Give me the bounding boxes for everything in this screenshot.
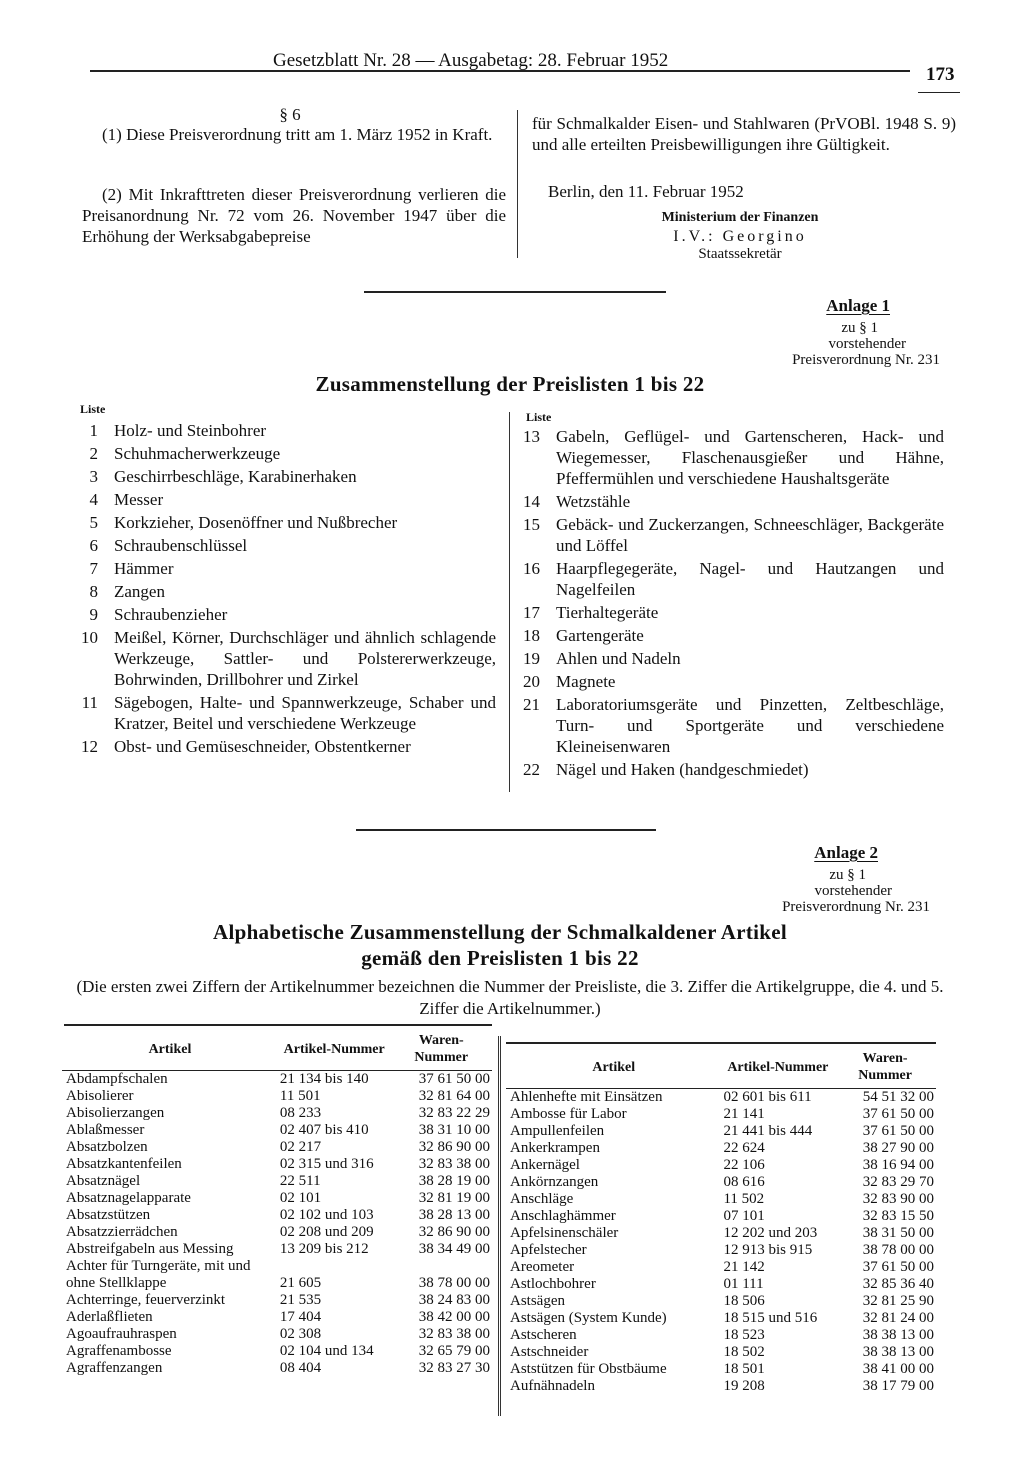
waren-nummer-cell: 37 61 50 00 [862, 1259, 934, 1275]
waren-nummer-cell: 38 41 00 00 [862, 1361, 934, 1377]
artikel-nummer-cell: 02 308 [279, 1326, 322, 1342]
artikel-cell: Anschlaghämmer [510, 1208, 616, 1224]
preisliste-number: 13 [523, 427, 540, 446]
waren-nummer-cell: 54 51 32 00 [862, 1089, 934, 1105]
preisliste-text: Hämmer [114, 559, 174, 578]
artikel-cell: Aufnähnadeln [510, 1378, 595, 1394]
preisliste-item [74, 420, 496, 441]
table-row [62, 1173, 492, 1190]
preisliste-text: Messer [114, 490, 164, 509]
section-para-2: (2) Mit Inkrafttreten dieser Preisverordnung verlieren die Preisanordnung Nr. 72 vom 26. November 1947 über die Erhöhung der Werksabgabepreise [82, 185, 506, 246]
waren-nummer-cell: 38 24 83 00 [418, 1292, 490, 1308]
table-row [506, 1157, 936, 1174]
ministry: Ministerium der Finanzen [661, 210, 819, 225]
artikel-nummer-cell: 11 501 [279, 1088, 321, 1104]
anlage1-ref2: vorstehender [828, 336, 906, 352]
artikel-cell: Ampullenfeilen [510, 1123, 605, 1139]
waren-nummer-cell: 38 78 00 00 [862, 1242, 934, 1258]
table-row [506, 1225, 936, 1242]
table-row [62, 1241, 492, 1258]
liste-label-right: Liste [526, 410, 552, 424]
preisliste-item [74, 512, 496, 533]
waren-nummer-cell: 32 85 36 40 [862, 1276, 934, 1292]
artikel-table-right [506, 1046, 936, 1395]
artikel-nummer-cell: 02 101 [279, 1190, 322, 1206]
preisliste-item [74, 604, 496, 625]
artikel-cell: Agoaufrauhraspen [66, 1326, 177, 1342]
section-para-1: (1) Diese Preisverordnung tritt am 1. März 1952 in Kraft. [102, 125, 493, 144]
table-row [506, 1276, 936, 1293]
waren-nummer-cell: 37 61 50 00 [862, 1123, 934, 1139]
preisliste-item [74, 443, 496, 464]
artikel-cell: Ablaßmesser [66, 1122, 145, 1138]
table-row [506, 1242, 936, 1259]
preisliste-item [74, 535, 496, 556]
anlage2-ref1: zu § 1 [829, 867, 866, 883]
artikel-cell: Absatzkantenfeilen [66, 1156, 182, 1172]
table-row [62, 1224, 492, 1241]
artikel-nummer-cell: 18 515 und 516 [723, 1310, 818, 1326]
table-row [506, 1344, 936, 1361]
preisliste-item [516, 759, 944, 780]
artikel-cell: Abstreifgabeln aus Messing [66, 1241, 234, 1257]
artikel-cell: Ankerkrampen [510, 1140, 600, 1156]
waren-nummer-cell: 32 86 90 00 [418, 1224, 490, 1240]
waren-nummer-cell: 38 31 10 00 [418, 1122, 490, 1138]
table-row [62, 1122, 492, 1139]
preisliste-text: Gebäck- und Zuckerzangen, Schneeschläger, Backgeräte und Löffel [556, 515, 944, 555]
page-number-rule [918, 92, 960, 93]
preisliste-number: 5 [89, 513, 98, 532]
preisliste-right [516, 426, 944, 782]
anlage2-heading-line2: gemäß den Preislisten 1 bis 22 [361, 946, 639, 970]
preisliste-text: Ahlen und Nadeln [556, 649, 681, 668]
artikel-cell: Absatznagelapparate [66, 1190, 191, 1206]
preisliste-item [74, 581, 496, 602]
artikel-cell: Anschläge [510, 1191, 574, 1207]
artikel-nummer-cell: 18 501 [723, 1361, 765, 1377]
preisliste-text: Meißel, Körner, Durchschläger und ähnlich schlagende Werkzeuge, Sattler- und Polstererwerkzeuge, Bohrwinden, Drillbohrer und Zirkel [114, 628, 496, 689]
anlage1-annotation [700, 296, 940, 368]
anlage1-ref1: zu § 1 [841, 320, 878, 336]
artikel-cell: Astsägen [510, 1293, 565, 1309]
table-row [506, 1174, 936, 1191]
waren-nummer-cell: 38 34 49 00 [418, 1241, 490, 1257]
table-row [62, 1190, 492, 1207]
preisliste-number: 11 [81, 693, 98, 712]
artikel-nummer-cell: 21 535 [279, 1292, 322, 1308]
artikel-nummer-cell: 12 202 und 203 [723, 1225, 818, 1241]
artikel-nummer-cell: 21 134 bis 140 [279, 1071, 369, 1087]
col-header-waren-nummer: Waren-Nummer [390, 1028, 492, 1071]
artikel-cell: Areometer [510, 1259, 575, 1275]
waren-nummer-cell: 32 81 64 00 [418, 1088, 490, 1104]
preisliste-number: 8 [89, 582, 98, 601]
preisliste-number: 17 [523, 603, 540, 622]
artikel-nummer-cell: 02 102 und 103 [279, 1207, 374, 1223]
table-row [506, 1378, 936, 1395]
anlage2-ref2: vorstehender [814, 883, 892, 899]
table-row [62, 1088, 492, 1105]
artikel-cell: Aststützen für Obstbäume [510, 1361, 667, 1377]
artikel-cell: Ahlenhefte mit Einsätzen [510, 1089, 663, 1105]
artikel-nummer-cell: 08 233 [279, 1105, 322, 1121]
table-row [506, 1310, 936, 1327]
artikel-cell: Achterringe, feuerverzinkt [66, 1292, 226, 1308]
col-header-artikel-nummer: Artikel-Nummer [721, 1046, 834, 1089]
preisliste-text: Zangen [114, 582, 165, 601]
preisliste-number: 14 [523, 492, 540, 511]
table-row [506, 1208, 936, 1225]
artikel-cell: Astscheren [510, 1327, 577, 1343]
preisliste-number: 1 [89, 421, 98, 440]
preisliste-item [516, 558, 944, 600]
artikel-nummer-cell: 21 142 [723, 1259, 765, 1275]
signatory-role: Staatssekretär [698, 246, 782, 262]
artikel-nummer-cell: 18 523 [723, 1327, 765, 1343]
table-row [506, 1327, 936, 1344]
table-row [62, 1326, 492, 1343]
preisliste-text: Schraubenzieher [114, 605, 228, 624]
waren-nummer-cell: 38 38 13 00 [862, 1327, 934, 1343]
anlage2-ref3: Preisverordnung Nr. 231 [782, 899, 930, 915]
waren-nummer-cell: 38 28 19 00 [418, 1173, 490, 1189]
table-row [62, 1071, 492, 1089]
preisliste-item [74, 627, 496, 690]
preisliste-left [74, 420, 496, 759]
preisliste-item [516, 671, 944, 692]
artikel-cell: Abisolierzangen [66, 1105, 165, 1121]
anlage2-note: (Die ersten zwei Ziffern der Artikelnummer bezeichnen die Nummer der Preisliste, die 3. Ziffer die Artikelgruppe, die 4. und 5. Ziffer die Artikelnummer.) [76, 977, 944, 1018]
preisliste-text: Gabeln, Geflügel- und Gartenscheren, Hack- und Wiegemesser, Flaschenausgießer und Hähne, Pfeffermühlen und verschiedene Haushaltsgeräte [556, 427, 944, 488]
preisliste-number: 20 [523, 672, 540, 691]
artikel-cell: Astlochbohrer [510, 1276, 596, 1292]
artikel-cell: Ankörnzangen [510, 1174, 599, 1190]
waren-nummer-cell: 32 83 38 00 [418, 1156, 490, 1172]
preisliste-item [516, 648, 944, 669]
waren-nummer-cell: 37 61 50 00 [418, 1071, 490, 1087]
artikel-cell: Absatzzierrädchen [66, 1224, 178, 1240]
preisliste-number: 7 [89, 559, 98, 578]
preisliste-number: 22 [523, 760, 540, 779]
waren-nummer-cell: 38 38 13 00 [862, 1344, 934, 1360]
table-row [506, 1140, 936, 1157]
preisliste-number: 4 [89, 490, 98, 509]
preisliste-number: 19 [523, 649, 540, 668]
artikel-nummer-cell: 02 217 [279, 1139, 322, 1155]
artikel-nummer-cell: 17 404 [279, 1309, 322, 1325]
artikel-nummer-cell: 02 407 bis 410 [279, 1122, 369, 1138]
artikel-cell: Apfelstecher [510, 1242, 587, 1258]
preisliste-item [516, 491, 944, 512]
preisliste-text: Schraubenschlüssel [114, 536, 248, 555]
table-row [62, 1105, 492, 1122]
col-header-artikel: Artikel [506, 1046, 721, 1089]
artikel-nummer-cell: 08 616 [723, 1174, 765, 1190]
table-row [506, 1123, 936, 1140]
page-number: 173 [926, 64, 955, 85]
preisliste-number: 18 [523, 626, 540, 645]
waren-nummer-cell: 37 61 50 00 [862, 1106, 934, 1122]
table-row [62, 1156, 492, 1173]
artikel-nummer-cell: 02 208 und 209 [279, 1224, 374, 1240]
table-row [506, 1293, 936, 1310]
liste-label-left: Liste [80, 402, 106, 416]
anlage1-ref3: Preisverordnung Nr. 231 [792, 352, 940, 368]
waren-nummer-cell: 32 83 27 30 [418, 1360, 490, 1376]
waren-nummer-cell: 32 83 22 29 [418, 1105, 490, 1121]
anlage2-title: Anlage 2 [814, 843, 878, 862]
preisliste-text: Korkzieher, Dosenöffner und Nußbrecher [114, 513, 398, 532]
col-header-artikel-nummer: Artikel-Nummer [278, 1028, 391, 1071]
preisliste-text: Laboratoriumsgeräte und Pinzetten, Zeltbeschläge, Turn- und Sportgeräte und verschiedene Kleineisenwaren [556, 695, 944, 756]
artikel-cell: Abdampfschalen [66, 1071, 168, 1087]
preisliste-item [516, 602, 944, 623]
anlage2-annotation [690, 843, 930, 915]
waren-nummer-cell: 38 28 13 00 [418, 1207, 490, 1223]
waren-nummer-cell: 32 81 24 00 [862, 1310, 934, 1326]
waren-nummer-cell: 32 83 29 70 [862, 1174, 934, 1190]
artikel-nummer-cell: 01 111 [723, 1276, 764, 1292]
artikel-nummer-cell: 02 104 und 134 [279, 1343, 374, 1359]
artikel-nummer-cell: 02 315 und 316 [279, 1156, 374, 1172]
preisliste-item [74, 489, 496, 510]
preisliste-item [516, 694, 944, 757]
artikel-cell: Agraffenzangen [66, 1360, 163, 1376]
preisliste-number: 15 [523, 515, 540, 534]
artikel-nummer-cell: 22 624 [723, 1140, 765, 1156]
preisliste-number: 16 [523, 559, 540, 578]
artikel-cell: Agraffenambosse [66, 1343, 172, 1359]
table-row [62, 1258, 492, 1292]
artikel-nummer-cell: 08 404 [279, 1360, 322, 1376]
waren-nummer-cell: 38 17 79 00 [862, 1378, 934, 1394]
table-row [62, 1292, 492, 1309]
preisliste-text: Gartengeräte [556, 626, 644, 645]
preisliste-text: Holz- und Steinbohrer [114, 421, 267, 440]
artikel-nummer-cell: 13 209 bis 212 [279, 1241, 369, 1257]
preisliste-number: 3 [89, 467, 98, 486]
artikel-nummer-cell: 21 141 [723, 1106, 765, 1122]
preisliste-item [74, 558, 496, 579]
artikel-nummer-cell: 11 502 [723, 1191, 765, 1207]
preisliste-text: Geschirrbeschläge, Karabinerhaken [114, 467, 357, 486]
artikel-cell: Absatzstützen [66, 1207, 151, 1223]
artikel-nummer-cell: 21 605 [279, 1275, 322, 1291]
artikel-nummer-cell: 02 601 bis 611 [723, 1089, 812, 1105]
table-column-divider [498, 1036, 501, 1416]
preisliste-text: Wetzstähle [556, 492, 631, 511]
waren-nummer-cell: 32 83 90 00 [862, 1191, 934, 1207]
waren-nummer-cell: 32 83 15 50 [862, 1208, 934, 1224]
artikel-nummer-cell: 19 208 [723, 1378, 765, 1394]
artikel-nummer-cell: 18 506 [723, 1293, 765, 1309]
waren-nummer-cell: 32 83 38 00 [418, 1326, 490, 1342]
place-date: Berlin, den 11. Februar 1952 [548, 182, 744, 201]
preisliste-text: Sägebogen, Halte- und Spannwerkzeuge, Schaber und Kratzer, Beitel und verschiedene Werkzeuge [114, 693, 496, 733]
section-separator-2 [356, 829, 656, 831]
col-header-waren-nummer: Waren-Nummer [834, 1046, 936, 1089]
waren-nummer-cell: 38 31 50 00 [862, 1225, 934, 1241]
artikel-cell: Achter für Turngeräte, mit und ohne Stellklappe [66, 1258, 251, 1291]
preisliste-text: Haarpflegegeräte, Nagel- und Hautzangen und Nagelfeilen [556, 559, 944, 599]
artikel-cell: Absatznägel [66, 1173, 141, 1189]
waren-nummer-cell: 32 81 19 00 [418, 1190, 490, 1206]
anlage1-title: Anlage 1 [826, 296, 890, 315]
preisliste-number: 9 [89, 605, 98, 624]
preisliste-item [516, 514, 944, 556]
header-rule [90, 70, 910, 72]
artikel-nummer-cell: 12 913 bis 915 [723, 1242, 813, 1258]
header-title: Gesetzblatt Nr. 28 — Ausgabetag: 28. Februar 1952 [273, 50, 669, 71]
preisliste-text: Schuhmacherwerkzeuge [114, 444, 281, 463]
table-row [62, 1343, 492, 1360]
artikel-table-right-wrap [506, 1046, 936, 1395]
signatory: I.V.: Georgino [673, 228, 807, 245]
preisliste-text: Obst- und Gemüseschneider, Obstentkerner [114, 737, 411, 756]
table-top-rule-left [64, 1024, 492, 1026]
preisliste-number: 21 [523, 695, 540, 714]
section-separator-1 [364, 291, 666, 293]
table-row [62, 1139, 492, 1156]
column-divider [517, 110, 518, 258]
preisliste-item [74, 466, 496, 487]
waren-nummer-cell: 38 16 94 00 [862, 1157, 934, 1173]
artikel-cell: Apfelsinenschäler [510, 1225, 619, 1241]
anlage1-heading: Zusammenstellung der Preislisten 1 bis 22 [315, 372, 705, 396]
section-heading: § 6 [279, 105, 301, 124]
table-row [62, 1207, 492, 1224]
preisliste-number: 6 [89, 536, 98, 555]
artikel-cell: Aderlaßflieten [66, 1309, 153, 1325]
anlage2-heading-line1: Alphabetische Zusammenstellung der Schmalkaldener Artikel [212, 920, 788, 944]
artikel-cell: Astsägen (System Kunde) [510, 1310, 667, 1326]
artikel-nummer-cell: 18 502 [723, 1344, 765, 1360]
artikel-nummer-cell: 22 106 [723, 1157, 765, 1173]
artikel-table-left [62, 1028, 492, 1377]
artikel-cell: Ankernägel [510, 1157, 580, 1173]
list-column-divider [509, 412, 510, 792]
waren-nummer-cell: 38 78 00 00 [418, 1275, 490, 1291]
table-row [506, 1259, 936, 1276]
waren-nummer-cell: 32 81 25 90 [862, 1293, 934, 1309]
artikel-nummer-cell: 21 441 bis 444 [723, 1123, 813, 1139]
artikel-cell: Ambosse für Labor [510, 1106, 627, 1122]
preisliste-text: Nägel und Haken (handgeschmiedet) [556, 760, 809, 779]
preisliste-item [516, 426, 944, 489]
table-row [62, 1360, 492, 1377]
col-header-artikel: Artikel [62, 1028, 278, 1071]
table-top-rule-right [506, 1042, 936, 1044]
preisliste-number: 12 [81, 737, 98, 756]
table-row [506, 1361, 936, 1378]
waren-nummer-cell: 38 42 00 00 [418, 1309, 490, 1325]
preisliste-item [74, 736, 496, 757]
table-row [506, 1089, 936, 1107]
preisliste-number: 2 [89, 444, 98, 463]
preisliste-number: 10 [81, 628, 98, 647]
artikel-nummer-cell: 07 101 [723, 1208, 765, 1224]
section-para-2-continued: für Schmalkalder Eisen- und Stahlwaren (PrVOBl. 1948 S. 9) und alle erteilten Preisbewilligungen ihre Gültigkeit. [532, 114, 956, 154]
preisliste-item [516, 625, 944, 646]
artikel-cell: Astschneider [510, 1344, 589, 1360]
table-row [506, 1106, 936, 1123]
waren-nummer-cell: 32 65 79 00 [418, 1343, 490, 1359]
artikel-nummer-cell: 22 511 [279, 1173, 321, 1189]
artikel-cell: Abisolierer [66, 1088, 134, 1104]
table-row [62, 1309, 492, 1326]
waren-nummer-cell: 38 27 90 00 [862, 1140, 934, 1156]
artikel-cell: Absatzbolzen [66, 1139, 148, 1155]
table-row [506, 1191, 936, 1208]
waren-nummer-cell: 32 86 90 00 [418, 1139, 490, 1155]
artikel-table-left-wrap [62, 1028, 492, 1377]
preisliste-text: Tierhaltegeräte [556, 603, 659, 622]
preisliste-item [74, 692, 496, 734]
preisliste-text: Magnete [556, 672, 616, 691]
